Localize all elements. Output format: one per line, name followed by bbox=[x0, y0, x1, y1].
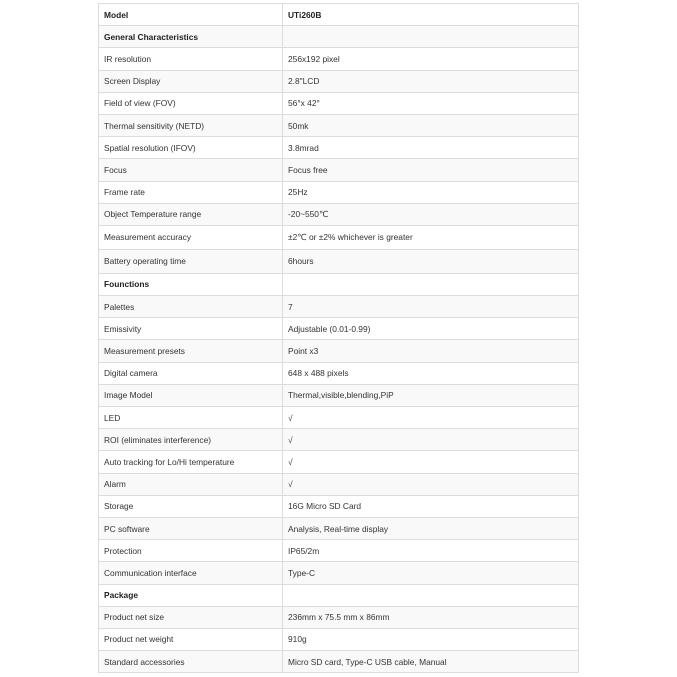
table-row bbox=[99, 495, 579, 517]
table-row bbox=[99, 70, 579, 92]
section-title: Package bbox=[99, 584, 283, 606]
row-value: √ bbox=[283, 429, 579, 451]
row-value: -20~550℃ bbox=[283, 203, 579, 225]
row-value: 7 bbox=[283, 296, 579, 318]
spec-table bbox=[98, 3, 579, 673]
row-value: 256x192 pixel bbox=[283, 48, 579, 70]
row-value: 6hours bbox=[283, 249, 579, 273]
table-row bbox=[99, 451, 579, 473]
row-label: Auto tracking for Lo/Hi temperature bbox=[99, 451, 283, 473]
row-label: Digital camera bbox=[99, 362, 283, 384]
row-label: LED bbox=[99, 407, 283, 429]
row-value: ±2℃ or ±2% whichever is greater bbox=[283, 225, 579, 249]
row-label: Product net size bbox=[99, 606, 283, 628]
row-value: √ bbox=[283, 407, 579, 429]
section-empty-cell bbox=[283, 273, 579, 295]
table-row bbox=[99, 517, 579, 539]
row-label: Product net weight bbox=[99, 628, 283, 650]
table-row bbox=[99, 249, 579, 273]
section-empty-cell bbox=[283, 26, 579, 48]
row-value: 3.8mrad bbox=[283, 137, 579, 159]
spec-table-body bbox=[99, 4, 579, 673]
table-row bbox=[99, 473, 579, 495]
row-label: Screen Display bbox=[99, 70, 283, 92]
row-label: Image Model bbox=[99, 384, 283, 406]
row-label: Battery operating time bbox=[99, 249, 283, 273]
table-row bbox=[99, 651, 579, 673]
table-row bbox=[99, 92, 579, 114]
row-label: Palettes bbox=[99, 296, 283, 318]
row-label: Thermal sensitivity (NETD) bbox=[99, 114, 283, 136]
section-empty-cell bbox=[283, 584, 579, 606]
table-row bbox=[99, 48, 579, 70]
table-row bbox=[99, 606, 579, 628]
table-row bbox=[99, 362, 579, 384]
row-label: Object Temperature range bbox=[99, 203, 283, 225]
row-label: Measurement presets bbox=[99, 340, 283, 362]
row-label: Frame rate bbox=[99, 181, 283, 203]
section-title: Founctions bbox=[99, 273, 283, 295]
row-label: PC software bbox=[99, 517, 283, 539]
table-row bbox=[99, 114, 579, 136]
header-label: Model bbox=[99, 4, 283, 26]
row-value: Type-C bbox=[283, 562, 579, 584]
table-row bbox=[99, 159, 579, 181]
table-row bbox=[99, 318, 579, 340]
row-value: √ bbox=[283, 451, 579, 473]
table-row bbox=[99, 203, 579, 225]
section-package bbox=[99, 584, 579, 606]
row-value: Thermal,visible,blending,PiP bbox=[283, 384, 579, 406]
row-value: 25Hz bbox=[283, 181, 579, 203]
table-row bbox=[99, 340, 579, 362]
row-value: IP65/2m bbox=[283, 540, 579, 562]
row-label: Field of view (FOV) bbox=[99, 92, 283, 114]
table-row bbox=[99, 407, 579, 429]
table-row bbox=[99, 429, 579, 451]
table-row bbox=[99, 384, 579, 406]
table-row bbox=[99, 562, 579, 584]
row-label: Focus bbox=[99, 159, 283, 181]
section-functions bbox=[99, 273, 579, 295]
row-value: 648 x 488 pixels bbox=[283, 362, 579, 384]
section-title: General Characteristics bbox=[99, 26, 283, 48]
header-value: UTi260B bbox=[283, 4, 579, 26]
table-row bbox=[99, 225, 579, 249]
row-value: 50mk bbox=[283, 114, 579, 136]
row-value: Micro SD card, Type-C USB cable, Manual bbox=[283, 651, 579, 673]
section-general bbox=[99, 26, 579, 48]
row-value: 16G Micro SD Card bbox=[283, 495, 579, 517]
table-row bbox=[99, 296, 579, 318]
row-label: ROI (eliminates interference) bbox=[99, 429, 283, 451]
row-value: 910g bbox=[283, 628, 579, 650]
table-row bbox=[99, 137, 579, 159]
row-label: Spatial resolution (IFOV) bbox=[99, 137, 283, 159]
row-label: IR resolution bbox=[99, 48, 283, 70]
row-label: Measurement accuracy bbox=[99, 225, 283, 249]
row-value: 236mm x 75.5 mm x 86mm bbox=[283, 606, 579, 628]
row-label: Emissivity bbox=[99, 318, 283, 340]
row-value: 56°x 42° bbox=[283, 92, 579, 114]
row-value: √ bbox=[283, 473, 579, 495]
table-header-row bbox=[99, 4, 579, 26]
table-row bbox=[99, 540, 579, 562]
row-value: Adjustable (0.01-0.99) bbox=[283, 318, 579, 340]
row-label: Protection bbox=[99, 540, 283, 562]
table-row bbox=[99, 181, 579, 203]
row-value: Analysis, Real-time display bbox=[283, 517, 579, 539]
row-value: Point x3 bbox=[283, 340, 579, 362]
table-row bbox=[99, 628, 579, 650]
row-label: Standard accessories bbox=[99, 651, 283, 673]
row-value: Focus free bbox=[283, 159, 579, 181]
row-value: 2.8"LCD bbox=[283, 70, 579, 92]
row-label: Alarm bbox=[99, 473, 283, 495]
row-label: Communication interface bbox=[99, 562, 283, 584]
row-label: Storage bbox=[99, 495, 283, 517]
